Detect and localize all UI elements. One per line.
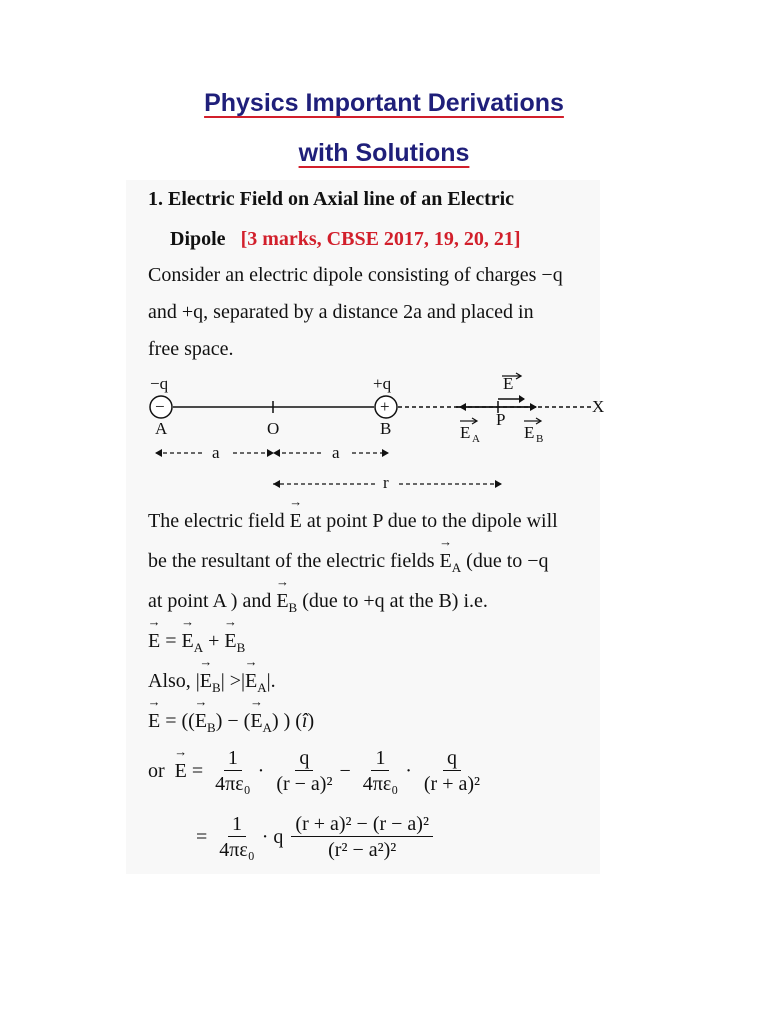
page-title-line2: with Solutions — [298, 139, 470, 167]
field-ea-label: E — [460, 423, 471, 442]
equation-resultant: → E = → $E_A$ + → $E_B$ — [148, 630, 245, 656]
axis-x-label: X — [592, 397, 605, 416]
body-line-1: The electric field → E at point P due to the dipole will — [148, 510, 558, 533]
dipole-diagram — [126, 370, 605, 495]
section-heading: 1. Electric Field on Axial line of an Electric — [148, 188, 515, 210]
neg-symbol: − — [155, 397, 165, 416]
field-eb-sub: B — [536, 433, 544, 445]
charge-pos-label: +q — [373, 374, 392, 393]
distance-r-label: r — [383, 473, 389, 492]
page-title-line1: Physics Important Derivations — [204, 89, 564, 117]
marks-badge: [3 marks, CBSE 2017, 19, 20, 21] — [240, 228, 521, 250]
content-image — [126, 180, 605, 874]
ea-arrowhead — [459, 403, 466, 411]
field-e-label: E — [503, 374, 514, 393]
distance-a-label-1: a — [212, 443, 220, 462]
body-line-3: at point A ) and → $E_B$ (due to +q at the B) i.e. — [148, 590, 488, 616]
field-ea-sub: A — [472, 433, 480, 445]
point-a-label: A — [155, 419, 168, 438]
equation-direction: → E = ((→ $E_B$) − (→ $E_A$) ) (î) — [148, 710, 314, 736]
field-eb-label: E — [524, 423, 535, 442]
point-o-label: O — [267, 419, 280, 438]
distance-a-label-2: a — [332, 443, 340, 462]
equation-magnitude: Also, |→ $E_B|$ >|→ $E_A|$. — [148, 670, 276, 696]
intro-line-2: and +q, separated by a distance 2a and placed in — [148, 301, 534, 323]
point-p-label: P — [496, 410, 506, 429]
section-heading-cont: Dipole [3 marks, CBSE 2017, 19, 20, 21] — [170, 228, 521, 250]
pos-symbol: + — [380, 397, 390, 416]
intro-line-1: Consider an electric dipole consisting of charges −q — [148, 264, 563, 286]
body-line-2: be the resultant of the electric fields → $E_A$ (due to −q — [148, 550, 549, 576]
eb-arrowhead — [530, 403, 537, 411]
charge-neg-label: −q — [150, 374, 169, 393]
equation-coulomb: or → E = $\frac{1}{\text{4πε₀}}$ · $\frac{q}{\text{(r − a)²}}$ − $\frac{1}{\text{4πε₀}}$ · $\frac{q}{\text{(r + a)²}}$ — [148, 746, 487, 797]
point-b-label: B — [380, 419, 392, 438]
intro-line-3: free space. — [148, 338, 234, 360]
equation-simplified: = $\frac{1}{\text{4πε₀}}$ · q $\frac{\text{(r + a)² − (r − a)²}}{\text{(r² − a²)²}}$ — [196, 812, 436, 863]
